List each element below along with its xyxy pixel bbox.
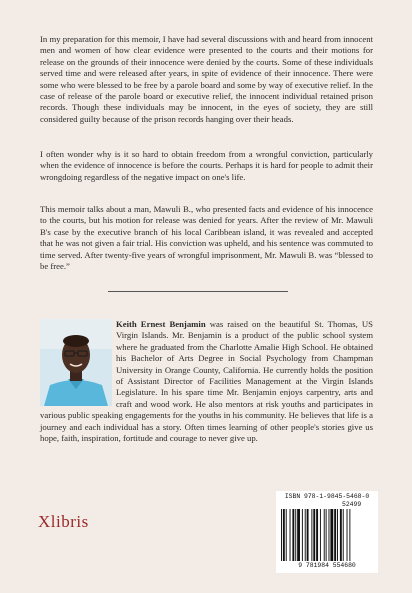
author-bio [40, 319, 373, 444]
author-bio-text: was raised on the beautiful St. Thomas, US Virgin Islands. Mr. Benjamin is a product of the public school system where he graduated from the Charlotte Amalie High School. He obtained his Bachelor of Arts Degree in Social Psychology from Champman University in Orange County, California. He currently holds the position of Assistant Director of Facilities Management at the Virgin Islands Legislature. In his spare time Mr. Benjamin enjoys carpentry, arts and craft and wood work. He also mentors at risk youths and participates in various public speaking engagements for the youths in his community. He believes that life is a journey and each individual has a story. Often times learning of other people's stories give us hope, faith, inspiration, fortitude and courage to never give up. [40, 319, 373, 444]
price-code: 52499 [342, 501, 362, 508]
barcode-bars [280, 509, 374, 561]
barcode [276, 491, 378, 573]
publisher-logo: Xlibris [38, 512, 89, 531]
section-divider [108, 291, 288, 292]
isbn-text: ISBN 978-1-9845-5468-0 [284, 493, 370, 500]
paragraph-1: In my preparation for this memoir, I have had several discussions with and heard from innocent men and women of how clear evidence were presented to the courts and their motions for release on the grounds of their innocence were denied by the courts. Some of these individuals served time and were released after years, in spite of evidence of their innocence. There were some who were blessed to be free by a parole board and some by way of executive relief. In the case of release of the parole board or executive relief, the innocent individual retained prison records. Though these individuals may be innocent, in the eyes of society, they are still considered guilty because of the prison records hanging over their heads. [40, 34, 373, 124]
author-name: Keith Ernest Benjamin [116, 319, 206, 329]
ean-number: 9 781984 554680 [298, 562, 356, 569]
paragraph-2: I often wonder why is it so hard to obtain freedom from a wrongful conviction, particularly when the evidence of innocence is before the courts. Perhaps it is hard for people to admit their wrongdoing regardless of the negative impact on one's life. [40, 149, 373, 182]
paragraph-3: This memoir talks about a man, Mawuli B., who presented facts and evidence of his innocence to the courts, but his motion for release was denied for years. After the review of Mr. Mawuli B's case by the executive branch of his local Caribbean island, it was revealed and accepted that he was not given a fair trial. His conviction was upheld, and his sentence was commuted to time served. After twenty-five years of wrongful imprisonment, Mr. Mawuli B. was “blessed to be free.” [40, 204, 373, 272]
